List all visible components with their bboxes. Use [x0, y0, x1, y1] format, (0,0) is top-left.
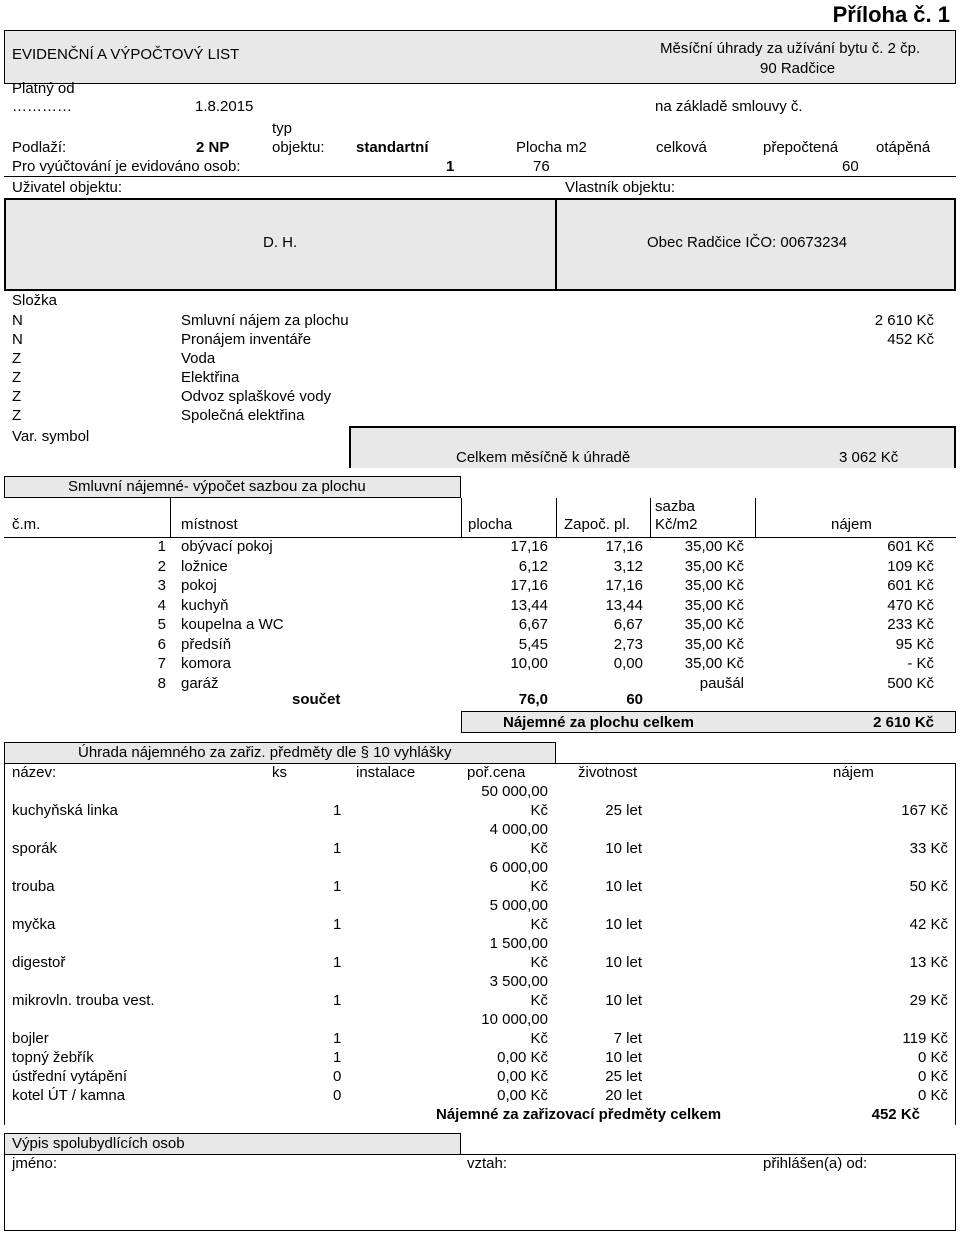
equipment-rent: 0 Kč [917, 1087, 948, 1104]
equipment-life: 20 let [605, 1087, 642, 1104]
equipment-price-unit: Kč [530, 840, 548, 857]
component-code: Z [12, 369, 22, 386]
divider [4, 176, 956, 177]
component-name: Odvoz splaškové vody [181, 388, 332, 405]
cohabitants-registered-label: přihlášen(a) od: [763, 1155, 868, 1172]
equipment-title: Úhrada nájemného za zařiz. předměty dle § 10 vyhlášky [78, 744, 452, 761]
valid-dots: ………… [12, 98, 72, 115]
equipment-rent: 0 Kč [917, 1049, 948, 1066]
room-counted: 0,00 [613, 655, 643, 672]
room-counted: 2,73 [613, 635, 643, 653]
room-number: 1 [157, 538, 166, 555]
room-rate: 35,00 Kč [684, 655, 744, 672]
monthly-total-value: 3 062 Kč [839, 449, 899, 466]
col-line [556, 498, 557, 537]
equipment-rent: 33 Kč [909, 840, 948, 857]
rooms-total-label: Nájemné za plochu celkem [503, 714, 694, 731]
component-code: Z [12, 388, 22, 405]
room-rent: 233 Kč [887, 616, 934, 633]
component-amount: 452 Kč [887, 331, 934, 348]
room-rent: 95 Kč [895, 635, 934, 653]
floor-label: Podlaží: [12, 139, 67, 156]
typ-label: typ [272, 120, 293, 137]
owner-label: Vlastník objektu: [565, 179, 676, 196]
monthly-title-2: 90 Radčice [760, 60, 836, 77]
col-line [755, 498, 756, 537]
equipment-name: trouba [12, 878, 55, 895]
equipment-price-unit: Kč [530, 992, 548, 1009]
component-name: Pronájem inventáře [181, 331, 312, 348]
equipment-qty: 1 [333, 878, 342, 895]
monthly-title: Měsíční úhrady za užívání bytu č. 2 čp. [660, 40, 921, 57]
rooms-header-num: č.m. [12, 516, 41, 533]
room-name: kuchyň [181, 596, 229, 614]
rooms-header-rate2: Kč/m2 [655, 516, 698, 533]
room-counted: 3,12 [613, 557, 643, 575]
equipment-header-name: název: [12, 764, 57, 781]
cohabitants-title: Výpis spolubydlících osob [12, 1135, 185, 1152]
component-code: Z [12, 407, 22, 424]
equipment-price-unit: 0,00 Kč [497, 1087, 548, 1104]
equipment-name: topný žebřík [12, 1049, 94, 1066]
rooms-header-rate1: sazba [655, 498, 696, 515]
equipment-rent: 119 Kč [902, 1030, 948, 1047]
equipment-qty: 0 [333, 1087, 342, 1104]
components-label: Složka [12, 292, 58, 309]
equipment-price: 4 000,00 [489, 821, 548, 838]
area-total-label: celková [656, 139, 707, 156]
component-amount: 2 610 Kč [874, 312, 934, 329]
equipment-rent: 29 Kč [909, 992, 948, 1009]
persons-value: 1 [446, 158, 455, 175]
area-label: Plocha m2 [516, 139, 587, 156]
rooms-total-value: 2 610 Kč [873, 714, 934, 731]
room-number: 4 [157, 596, 166, 614]
equipment-name: bojler [12, 1030, 49, 1047]
rooms-header-room: místnost [181, 516, 238, 533]
equipment-header-rent: nájem [833, 764, 874, 781]
rooms-title: Smluvní nájemné- výpočet sazbou za plochu [68, 478, 366, 495]
equipment-qty: 1 [333, 916, 342, 933]
user-label: Uživatel objektu: [12, 179, 123, 196]
equipment-right-line [955, 763, 956, 1125]
equipment-qty: 1 [333, 1049, 342, 1066]
equipment-qty: 1 [333, 802, 342, 819]
component-code: Z [12, 350, 22, 367]
room-area: 6,12 [518, 557, 548, 575]
equipment-price-unit: Kč [530, 954, 548, 971]
equipment-price: 1 500,00 [489, 935, 548, 952]
rooms-sum-area: 76,0 [518, 691, 548, 708]
cohabitants-name-label: jméno: [12, 1155, 58, 1172]
rooms-sum-counted: 60 [626, 691, 643, 708]
equipment-name: ústřední vytápění [12, 1068, 128, 1085]
monthly-total-label: Celkem měsíčně k úhradě [456, 449, 631, 466]
room-counted: 17,16 [605, 577, 643, 594]
owner-value: Obec Radčice IČO: 00673234 [647, 234, 848, 251]
area-converted-label: přepočtená [763, 139, 839, 156]
equipment-life: 10 let [605, 840, 642, 857]
equipment-rent: 167 Kč [901, 802, 948, 819]
room-name: ložnice [181, 557, 228, 575]
equipment-price-unit: Kč [530, 802, 548, 819]
rooms-header-counted: Započ. pl. [564, 516, 630, 533]
area-converted: 60 [842, 158, 859, 175]
equipment-price-unit: Kč [530, 878, 548, 895]
equipment-name: myčka [12, 916, 56, 933]
valid-date: 1.8.2015 [195, 98, 254, 115]
valid-from-label: Platný od [12, 80, 75, 97]
component-code: N [12, 312, 23, 329]
equipment-price-unit: Kč [530, 1030, 548, 1047]
floor-value: 2 NP [196, 139, 230, 156]
appendix-label: Příloha č. 1 [832, 2, 950, 27]
room-rate: paušál [699, 674, 744, 692]
room-area: 6,67 [518, 616, 548, 633]
equipment-header-life: životnost [578, 764, 638, 781]
equipment-life: 10 let [605, 1049, 642, 1066]
equipment-qty: 1 [333, 954, 342, 971]
room-rent: 500 Kč [887, 674, 934, 692]
equipment-header-qty: ks [272, 764, 287, 781]
room-number: 7 [157, 655, 166, 672]
room-rent: 601 Kč [887, 538, 934, 555]
equipment-total-value: 452 Kč [871, 1106, 920, 1123]
room-counted: 6,67 [613, 616, 643, 633]
room-counted: 17,16 [605, 538, 643, 555]
equipment-name: digestoř [12, 954, 66, 971]
persons-label: Pro vyúčtování je evidováno osob: [12, 158, 241, 175]
room-name: koupelna a WC [181, 616, 284, 633]
parties-divider [555, 198, 557, 291]
contract-label: na základě smlouvy č. [655, 98, 803, 115]
equipment-header-install: instalace [356, 764, 416, 781]
equipment-header-price: poř.cena [467, 764, 526, 781]
equipment-price-unit: 0,00 Kč [497, 1049, 548, 1066]
rooms-header-rent: nájem [831, 516, 872, 533]
equipment-name: sporák [12, 840, 58, 857]
cohabitants-relation-label: vztah: [467, 1155, 508, 1172]
equipment-price-unit: 0,00 Kč [497, 1068, 548, 1085]
rooms-sum-label: součet [292, 691, 341, 708]
equipment-price-unit: Kč [530, 916, 548, 933]
room-name: pokoj [181, 577, 217, 594]
room-number: 6 [157, 635, 166, 653]
room-area: 17,16 [510, 577, 548, 594]
equipment-life: 7 let [613, 1030, 642, 1047]
room-rent: - Kč [907, 655, 934, 672]
room-area: 17,16 [510, 538, 548, 555]
equipment-life: 10 let [605, 992, 642, 1009]
room-name: komora [181, 655, 232, 672]
room-area: 5,45 [518, 635, 548, 653]
area-total: 76 [533, 158, 550, 175]
equipment-total-label: Nájemné za zařizovací předměty celkem [436, 1106, 722, 1123]
col-line [461, 498, 462, 537]
equipment-name: mikrovln. trouba vest. [12, 992, 155, 1009]
equipment-qty: 0 [333, 1068, 342, 1085]
equipment-price: 5 000,00 [489, 897, 548, 914]
room-area: 13,44 [510, 596, 548, 614]
equipment-life: 10 let [605, 878, 642, 895]
room-rate: 35,00 Kč [684, 616, 744, 633]
room-rate: 35,00 Kč [684, 538, 744, 555]
equipment-left-line [4, 763, 5, 1125]
room-name: garáž [181, 674, 219, 692]
room-number: 5 [157, 616, 166, 633]
equipment-rent: 0 Kč [917, 1068, 948, 1085]
equipment-rent: 42 Kč [909, 916, 948, 933]
area-heated-label: otápěná [876, 139, 931, 156]
rooms-header-area: plocha [468, 516, 513, 533]
component-name: Elektřina [181, 369, 240, 386]
room-area: 10,00 [510, 655, 548, 672]
equipment-price: 3 500,00 [489, 973, 548, 990]
component-name: Voda [181, 350, 216, 367]
doc-title: EVIDENČNÍ A VÝPOČTOVÝ LIST [12, 46, 240, 63]
room-rate: 35,00 Kč [684, 577, 744, 594]
equipment-qty: 1 [333, 1030, 342, 1047]
var-symbol-label: Var. symbol [12, 428, 90, 445]
equipment-life: 10 let [605, 916, 642, 933]
equipment-qty: 1 [333, 840, 342, 857]
user-value: D. H. [263, 234, 298, 251]
equipment-price: 6 000,00 [489, 859, 548, 876]
component-name: Smluvní nájem za plochu [181, 312, 349, 329]
equipment-life: 25 let [605, 1068, 642, 1085]
component-code: N [12, 331, 23, 348]
col-line [170, 498, 171, 537]
equipment-life: 25 let [605, 802, 642, 819]
room-rate: 35,00 Kč [684, 596, 744, 614]
room-name: obývací pokoj [181, 538, 273, 555]
room-number: 8 [157, 674, 166, 692]
room-rent: 109 Kč [887, 557, 934, 575]
equipment-qty: 1 [333, 992, 342, 1009]
object-label: objektu: [272, 139, 325, 156]
col-line [650, 498, 651, 537]
room-rent: 601 Kč [887, 577, 934, 594]
equipment-life: 10 let [605, 954, 642, 971]
object-type: standartní [356, 139, 429, 156]
room-name: předsíň [181, 635, 232, 653]
equipment-name: kotel ÚT / kamna [12, 1087, 126, 1104]
room-counted: 13,44 [605, 596, 643, 614]
room-rent: 470 Kč [887, 596, 934, 614]
room-number: 2 [157, 557, 166, 575]
component-name: Společná elektřina [181, 407, 305, 424]
room-rate: 35,00 Kč [684, 635, 744, 653]
equipment-price: 10 000,00 [481, 1011, 548, 1028]
equipment-name: kuchyňská linka [12, 802, 118, 819]
equipment-price: 50 000,00 [481, 783, 548, 800]
equipment-rent: 50 Kč [909, 878, 948, 895]
room-rate: 35,00 Kč [684, 557, 744, 575]
equipment-rent: 13 Kč [909, 954, 948, 971]
room-number: 3 [157, 577, 166, 594]
